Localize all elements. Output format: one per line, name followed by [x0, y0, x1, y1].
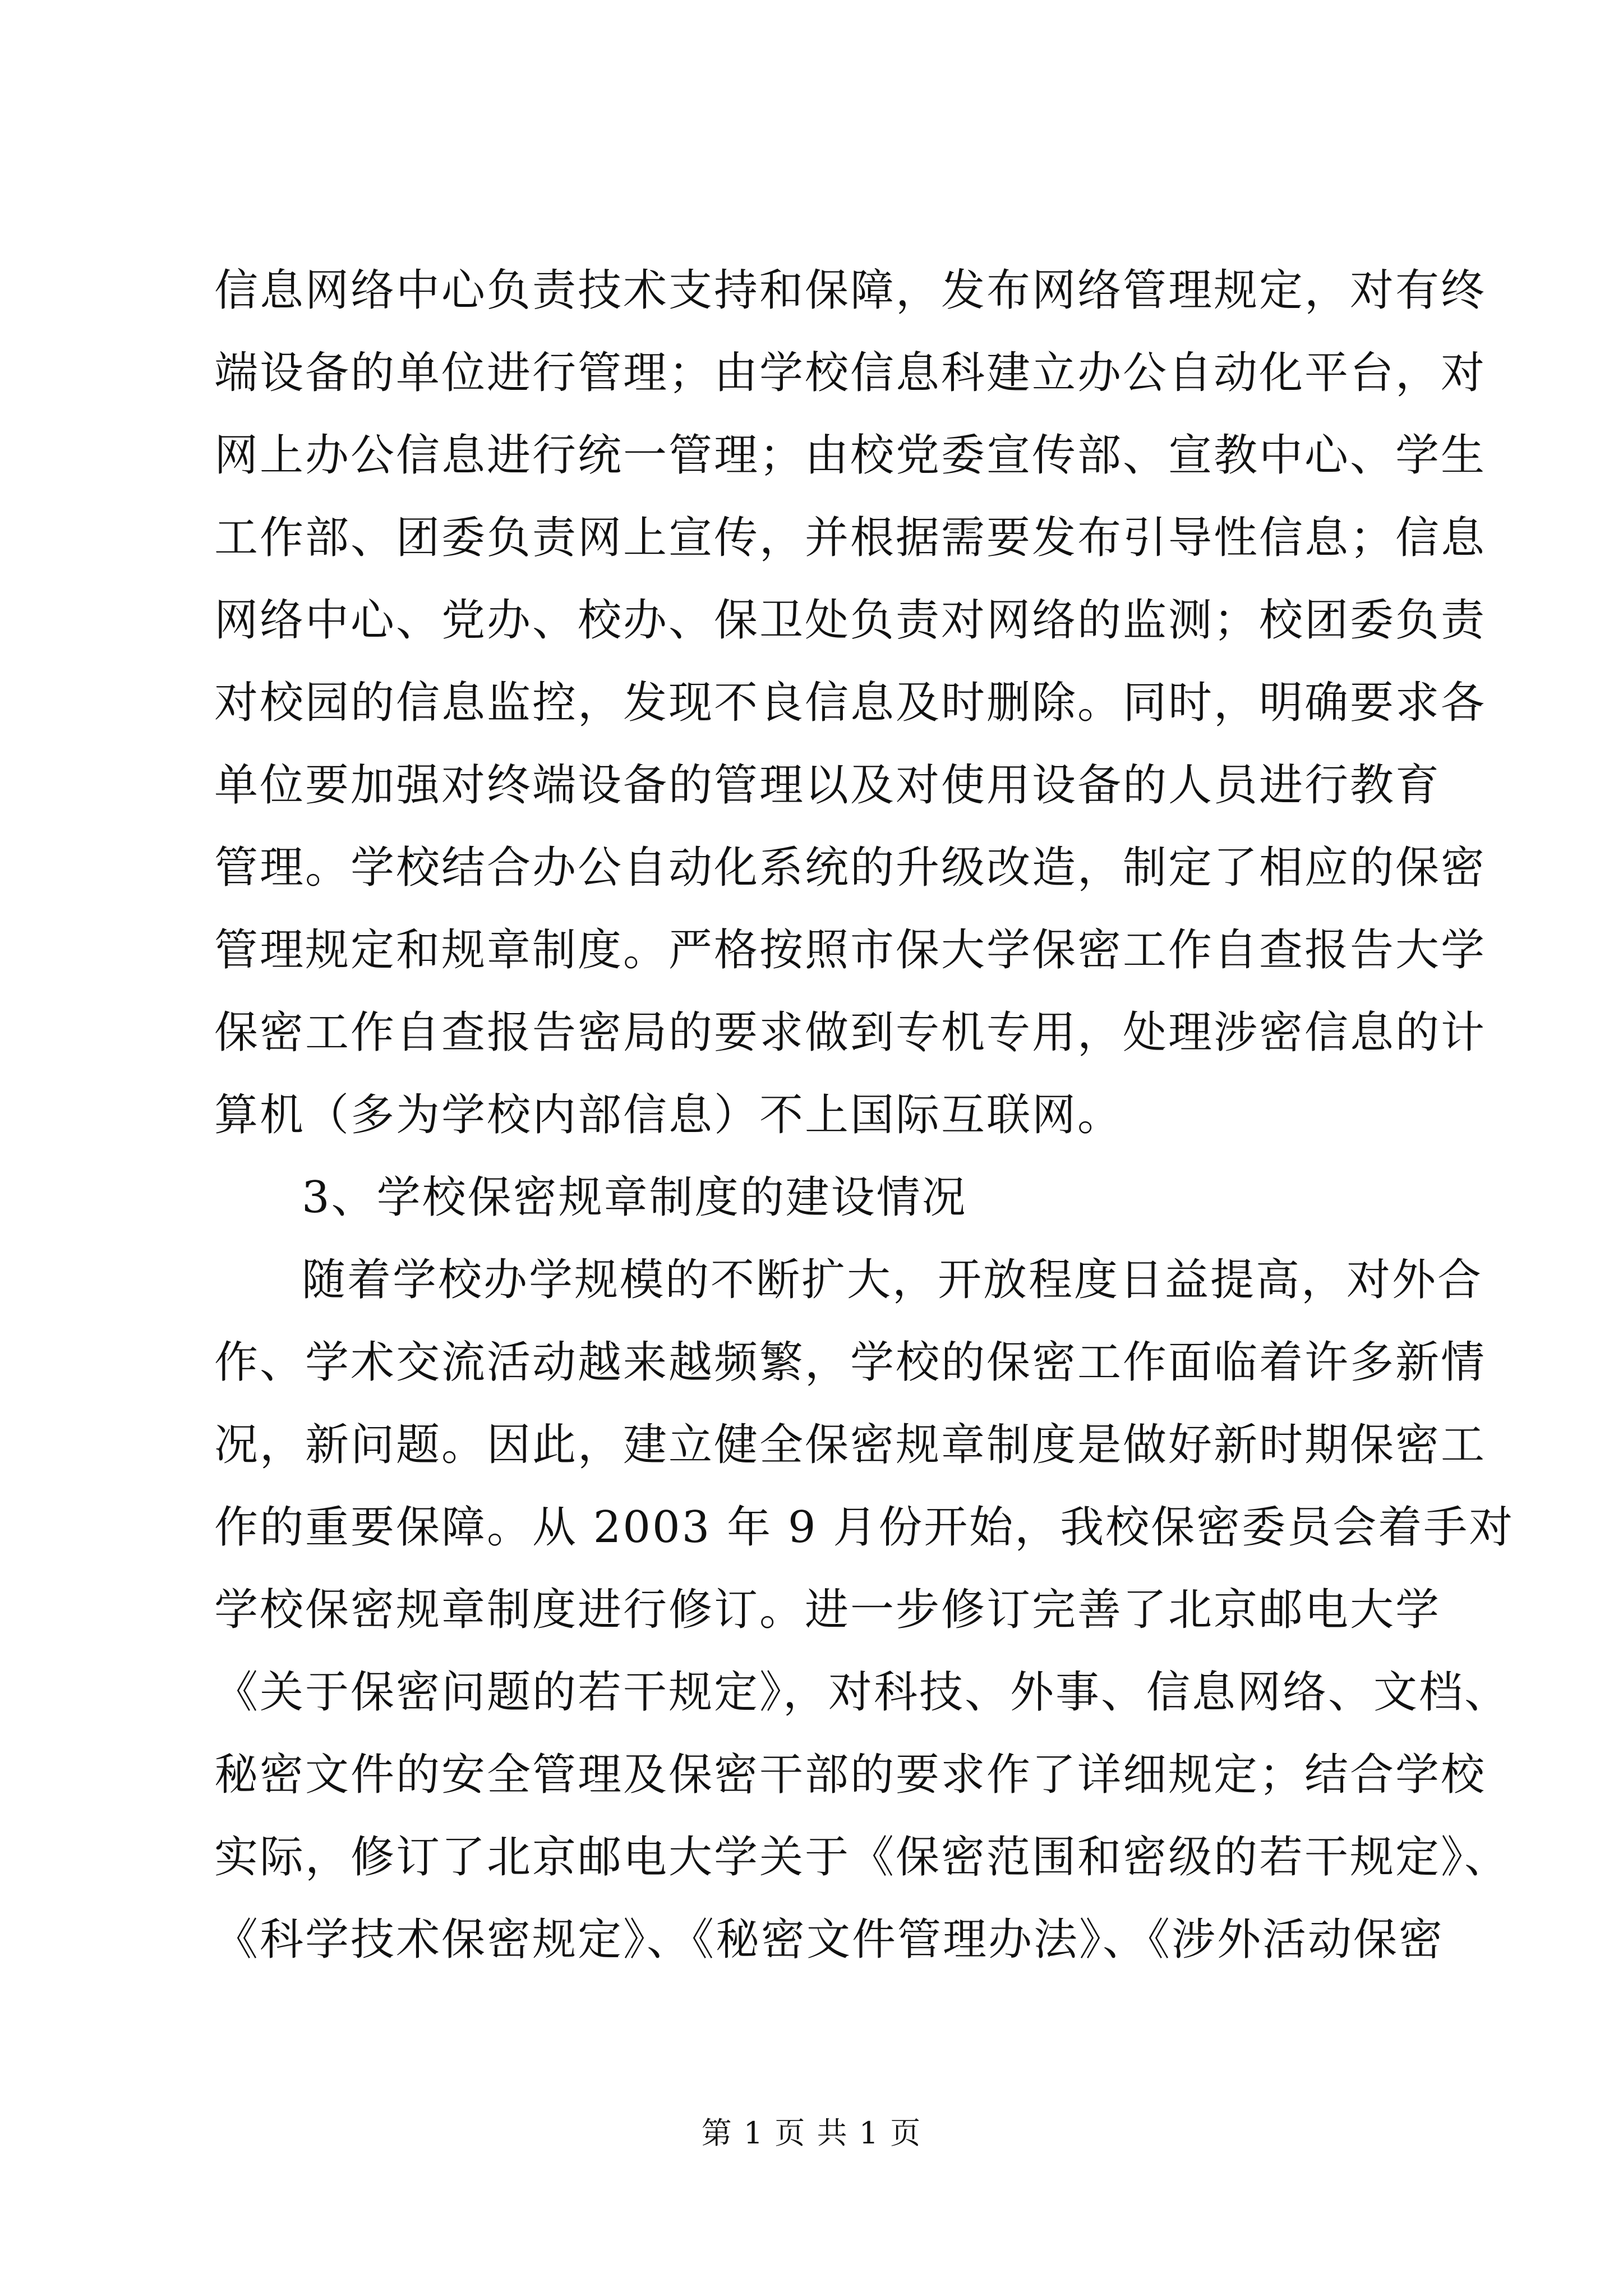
text-line: 学校保密规章制度进行修订。进一步修订完善了北京邮电大学: [214, 1585, 1441, 1635]
text-line: 保密工作自查报告密局的要求做到专机专用，处理涉密信息的计: [214, 1007, 1487, 1058]
text-line: 实际，修订了北京邮电大学关于《保密范围和密级的若干规定》、: [214, 1832, 1510, 1883]
text-line: 网上办公信息进行统一管理；由校党委宣传部、宣教中心、学生: [214, 430, 1487, 481]
page-number-footer: 第 1 页 共 1 页: [701, 2115, 922, 2151]
text-line: 作的重要保障。从 2003 年 9 月份开始，我校保密委员会着手对: [214, 1502, 1515, 1553]
text-line: 《科学技术保密规定》、《秘密文件管理办法》、《涉外活动保密: [214, 1915, 1445, 1965]
text-line: 对校园的信息监控，发现不良信息及时删除。同时，明确要求各: [214, 678, 1487, 728]
text-line: 网络中心、党办、校办、保卫处负责对网络的监测；校团委负责: [214, 595, 1487, 646]
text-line: 随着学校办学规模的不断扩大，开放程度日益提高，对外合: [302, 1255, 1483, 1305]
text-line: 端设备的单位进行管理；由学校信息科建立办公自动化平台，对: [214, 348, 1487, 398]
text-line: 作、学术交流活动越来越频繁，学校的保密工作面临着许多新情: [214, 1337, 1487, 1388]
text-line: 管理规定和规章制度。严格按照市保大学保密工作自查报告大学: [214, 925, 1487, 976]
text-line: 管理。学校结合办公自动化系统的升级改造，制定了相应的保密: [214, 843, 1487, 893]
text-line: 工作部、团委负责网上宣传，并根据需要发布引导性信息；信息: [214, 513, 1487, 563]
text-line: 况，新问题。因此，建立健全保密规章制度是做好新时期保密工: [214, 1420, 1487, 1470]
text-line: 《关于保密问题的若干规定》，对科技、外事、信息网络、文档、: [214, 1667, 1510, 1718]
text-line: 算机（多为学校内部信息）不上国际互联网。: [214, 1090, 1123, 1140]
text-line: 秘密文件的安全管理及保密干部的要求作了详细规定；结合学校: [214, 1750, 1487, 1800]
text-line: 单位要加强对终端设备的管理以及对使用设备的人员进行教育: [214, 760, 1441, 811]
text-line: 信息网络中心负责技术支持和保障，发布网络管理规定，对有终: [214, 265, 1487, 316]
section-heading: 3、学校保密规章制度的建设情况: [302, 1172, 967, 1223]
